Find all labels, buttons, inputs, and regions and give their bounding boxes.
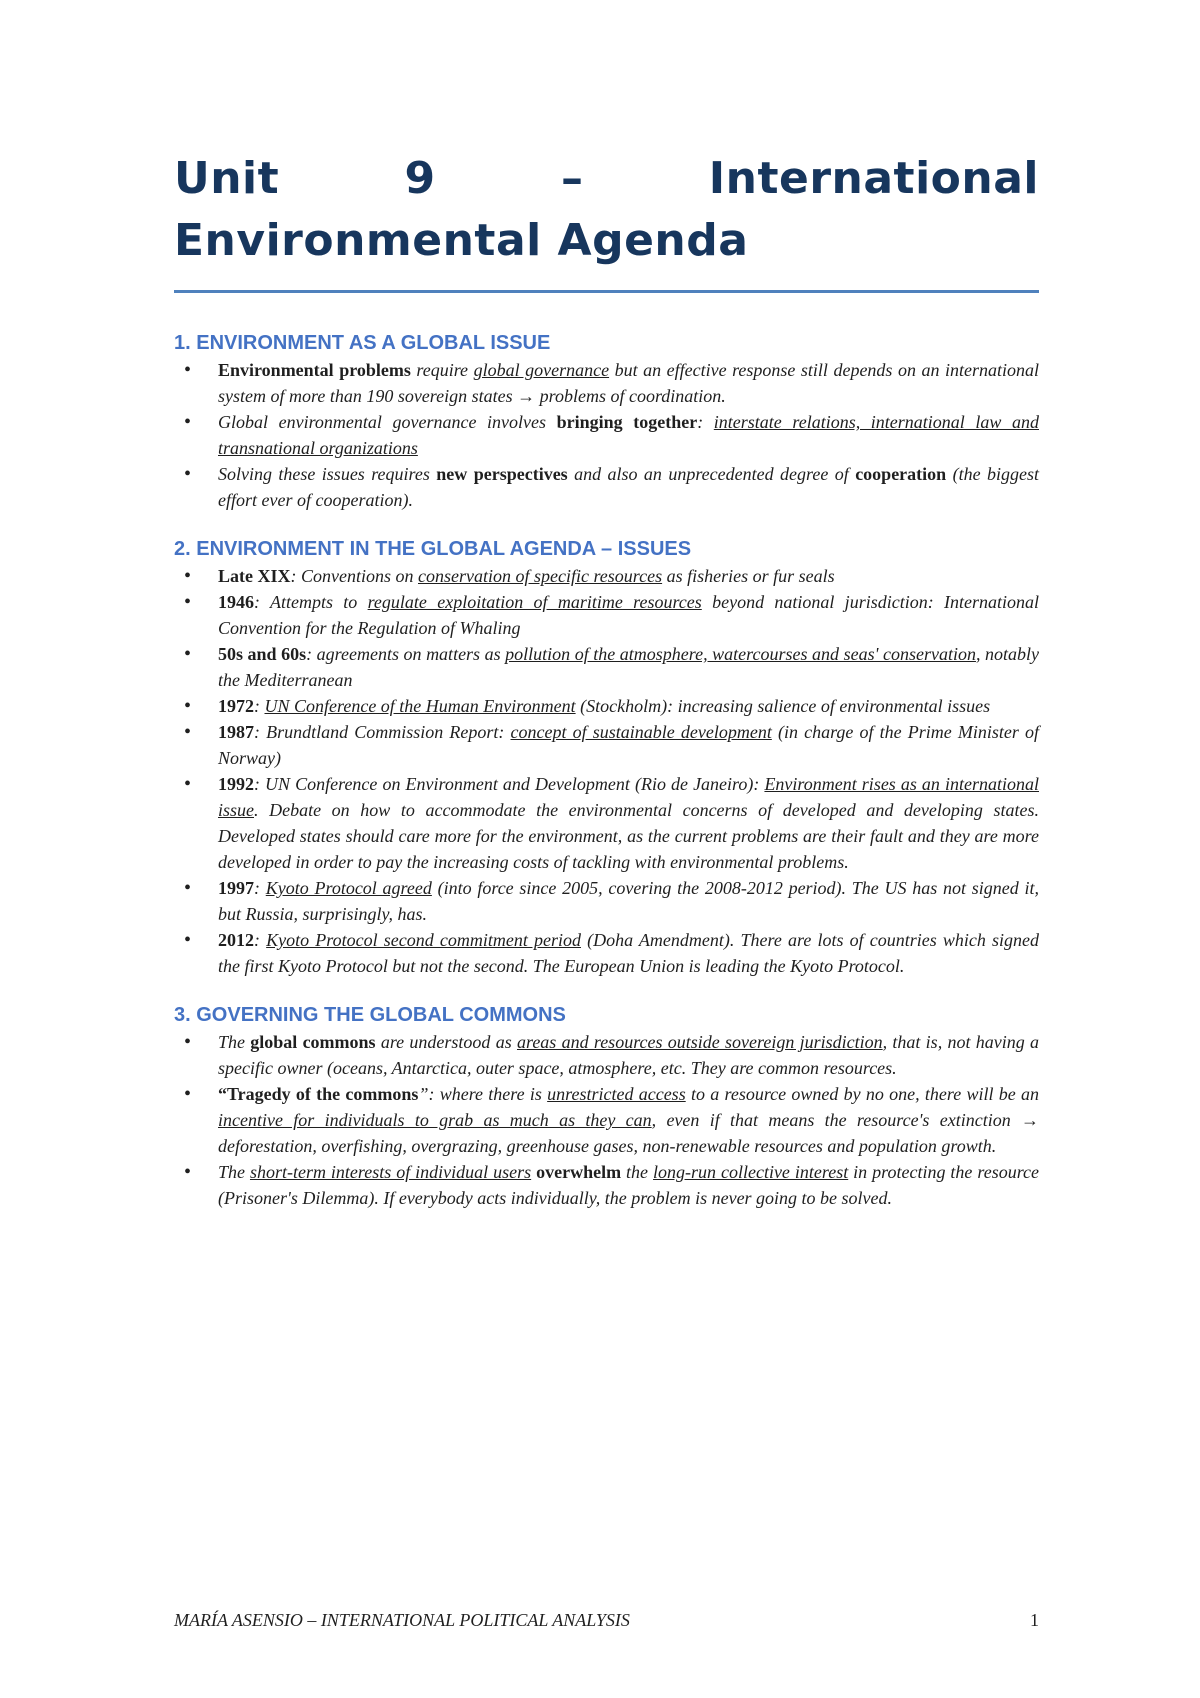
page-title: Unit 9 – International Environmental Agenda [174, 153, 1039, 266]
text-run: : [254, 878, 266, 898]
bold-text: “Tragedy of the commons [218, 1084, 419, 1104]
text-run: are understood as [375, 1032, 517, 1052]
text-run: ”: where there is [418, 1084, 548, 1104]
text-run: (the biggest effort ever of cooperation). [218, 464, 1039, 510]
section-heading-global-agenda-issues: 2. ENVIRONMENT IN THE GLOBAL AGENDA – ISSUES [174, 538, 692, 560]
text-run: beyond national jurisdiction: International Convention for the Regulation of Whaling [218, 592, 1039, 638]
bold-text: 50s and 60s [218, 644, 307, 664]
underlined-text: interstate relations, international law and transnational organizations [218, 412, 1039, 458]
underlined-text: pollution of the atmosphere, watercourses and seas' conservation [505, 644, 976, 664]
bold-text: overwhelm [536, 1162, 622, 1182]
list-item [174, 409, 1039, 461]
footer-author-course: MARÍA ASENSIO – INTERNATIONAL POLITICAL ANALYSIS [174, 1610, 630, 1630]
section-heading-environment-global-issue: 1. ENVIRONMENT AS A GLOBAL ISSUE [174, 332, 551, 354]
bold-text: global commons [250, 1032, 376, 1052]
list-item [174, 875, 1039, 927]
bold-text: 1997 [218, 878, 254, 898]
text-run: , even if that means the resource's extinction → deforestation, overfishing, overgrazing, greenhouse gases, non-renewable resources and population growth. [218, 1110, 1039, 1156]
list-item [174, 461, 1039, 513]
text-run: The [218, 1162, 250, 1182]
list-item [174, 589, 1039, 641]
underlined-text: global governance [473, 360, 610, 380]
text-run: , notably the Mediterranean [218, 644, 1040, 690]
section-2-list [174, 563, 1039, 979]
bold-text: 1972 [218, 696, 254, 716]
section-3-list [174, 1029, 1039, 1211]
text-run: to a resource owned by no one, there will be an [685, 1084, 1040, 1104]
bold-text: cooperation [855, 464, 947, 484]
text-run: : [254, 696, 265, 716]
underlined-text: conservation of specific resources [418, 566, 663, 586]
bold-text: bringing together [556, 412, 698, 432]
text-run: Solving these issues requires [218, 464, 437, 484]
underlined-text: UN Conference of the Human Environment [264, 696, 576, 716]
title-underline-rule [174, 290, 1039, 293]
text-run: : [254, 930, 267, 950]
bold-text: Environmental problems [218, 360, 411, 380]
text-run: . Debate on how to accommodate the environmental concerns of developed and developing states. Developed states should care more for the environment, as the current problems are their fault and they are more developed in order to pay the increasing costs of tackling with environmental problems. [218, 800, 1039, 872]
text-run: (Stockholm): increasing salience of environmental issues [575, 696, 991, 716]
document-body [174, 148, 1039, 1211]
underlined-text: Environment rises as an international issue [218, 774, 1039, 820]
section-heading-global-commons: 3. GOVERNING THE GLOBAL COMMONS [174, 1004, 566, 1026]
underlined-text: Kyoto Protocol agreed [265, 878, 432, 898]
section-1-list [174, 357, 1039, 513]
underlined-text: concept of sustainable development [510, 722, 772, 742]
underlined-text: areas and resources outside sovereign jurisdiction [516, 1032, 883, 1052]
underlined-text: Kyoto Protocol second commitment period [266, 930, 581, 950]
text-run: : UN Conference on Environment and Development (Rio de Janeiro): [254, 774, 765, 794]
text-run: in protecting the resource (Prisoner's Dilemma). If everybody acts individually, the problem is never going to be solved. [218, 1162, 1040, 1208]
underlined-text: regulate exploitation of maritime resources [367, 592, 702, 612]
underlined-text: long-run collective interest [653, 1162, 849, 1182]
text-run: The [218, 1032, 251, 1052]
text-run: require [410, 360, 474, 380]
bold-text: 1946 [218, 592, 254, 612]
text-run: , that is, not having a specific owner (oceans, Antarctica, outer space, atmosphere, etc. They are common resources. [218, 1032, 1039, 1078]
list-item [174, 563, 1039, 589]
underlined-text: short-term interests of individual users [249, 1162, 532, 1182]
text-run: : [697, 412, 714, 432]
list-item [174, 693, 1039, 719]
list-item [174, 719, 1039, 771]
text-run: : agreements on matters as [306, 644, 506, 664]
text-run: : Attempts to [254, 592, 368, 612]
text-run: (in charge of the Prime Minister of Norway) [218, 722, 1039, 768]
text-run: : Brundtland Commission Report: [254, 722, 511, 742]
text-run: the [621, 1162, 654, 1182]
text-run: (into force since 2005, covering the 2008-2012 period). The US has not signed it, but Russia, surprisingly, has. [218, 878, 1040, 924]
list-item [174, 357, 1039, 409]
text-run: (Doha Amendment). There are lots of countries which signed the first Kyoto Protocol but not the second. The European Union is leading the Kyoto Protocol. [218, 930, 1040, 976]
text-run: as fisheries or fur seals [662, 566, 835, 586]
list-item [174, 1081, 1039, 1159]
list-item [174, 1159, 1039, 1211]
list-item [174, 771, 1039, 875]
bold-text: 2012 [218, 930, 254, 950]
page-number: 1 [1030, 1610, 1039, 1630]
text-run: : Conventions on [290, 566, 418, 586]
bold-text: Late XIX [218, 566, 291, 586]
text-run: and also an unprecedented degree of [567, 464, 856, 484]
underlined-text: unrestricted access [547, 1084, 686, 1104]
page-footer [174, 1610, 1039, 1631]
list-item [174, 927, 1039, 979]
underlined-text: incentive for individuals to grab as much as they can [218, 1110, 652, 1130]
text-run: but an effective response still depends on an international system of more than 190 sovereign states → problems of coordination. [218, 360, 1039, 406]
list-item [174, 641, 1039, 693]
list-item [174, 1029, 1039, 1081]
text-run: Global environmental governance involves [218, 412, 557, 432]
bold-text: 1987 [218, 722, 254, 742]
bold-text: new perspectives [436, 464, 568, 484]
bold-text: 1992 [218, 774, 254, 794]
